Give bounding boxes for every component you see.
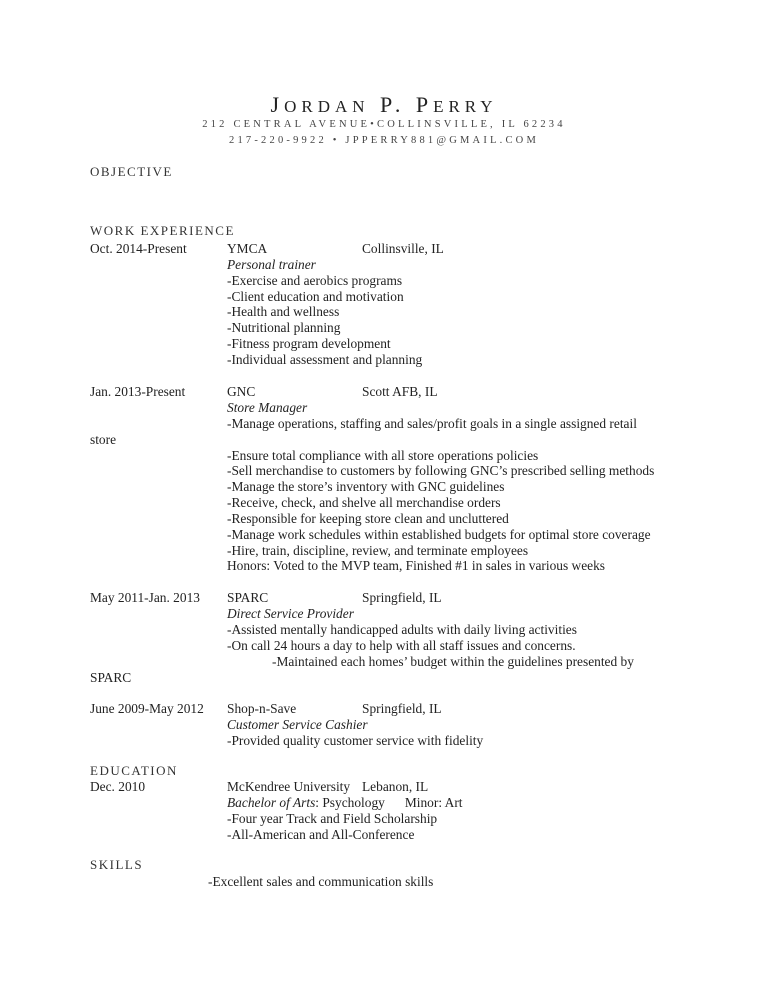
job-date: June 2009-May 2012	[90, 701, 204, 716]
education-bullet: -All-American and All-Conference	[227, 827, 415, 842]
resume-name: JORDAN P. PERRY	[270, 92, 498, 117]
job-bullet: -Provided quality customer service with fidelity	[227, 733, 484, 748]
job-bullet: -Exercise and aerobics programs	[227, 273, 403, 288]
contact-line: 217-220-9922 • JPPERRY881@GMAIL.COM	[229, 135, 539, 146]
skills-heading: SKILLS	[90, 857, 144, 872]
education-bullet: -Four year Track and Field Scholarship	[227, 811, 438, 826]
job-employer: SPARC	[227, 590, 269, 605]
job-bullet: -Manage operations, staffing and sales/profit goals in a single assigned retail	[227, 416, 637, 431]
job-date: Jan. 2013-Present	[90, 384, 186, 399]
job-bullet: -Receive, check, and shelve all merchandise orders	[227, 495, 501, 510]
education-degree: Bachelor of Arts: Psychology Minor: Art	[227, 795, 463, 810]
job-bullet: -Responsible for keeping store clean and uncluttered	[227, 511, 509, 526]
job-title: Personal trainer	[227, 257, 316, 272]
job-bullet: -Assisted mentally handicapped adults with daily living activities	[227, 622, 577, 637]
job-title: Customer Service Cashier	[227, 717, 368, 732]
job-title: Store Manager	[227, 400, 308, 415]
job-location: Collinsville, IL	[362, 241, 444, 256]
job-title: Direct Service Provider	[227, 606, 354, 621]
job-bullet: -Client education and motivation	[227, 289, 404, 304]
job-bullet: -Sell merchandise to customers by following GNC’s prescribed selling methods	[227, 463, 655, 478]
job-date: Oct. 2014-Present	[90, 241, 187, 256]
job-bullet: -Nutritional planning	[227, 320, 341, 335]
job-bullet: -Ensure total compliance with all store operations policies	[227, 448, 539, 463]
job-bullet: -Fitness program development	[227, 336, 391, 351]
job-bullet: -Health and wellness	[227, 304, 340, 319]
skills-item: -Excellent sales and communication skills	[208, 874, 434, 889]
address-line: 212 CENTRAL AVENUE•COLLINSVILLE, IL 62234	[202, 119, 566, 130]
job-bullet: -Maintained each homes’ budget within the guidelines presented by	[272, 654, 634, 669]
job-location: Springfield, IL	[362, 701, 442, 716]
job-bullet: -Hire, train, discipline, review, and terminate employees	[227, 543, 529, 558]
job-location: Scott AFB, IL	[362, 384, 438, 399]
job-bullet: -Individual assessment and planning	[227, 352, 423, 367]
job-date: May 2011-Jan. 2013	[90, 590, 200, 605]
job-bullet-continuation: store	[90, 432, 117, 447]
job-employer: Shop-n-Save	[227, 701, 297, 716]
job-bullet-continuation: SPARC	[90, 670, 132, 685]
education-heading: EDUCATION	[90, 763, 178, 778]
job-location: Springfield, IL	[362, 590, 442, 605]
job-employer: YMCA	[227, 241, 268, 256]
education-location: Lebanon, IL	[362, 779, 429, 794]
work-experience-heading: WORK EXPERIENCE	[90, 223, 235, 238]
job-bullet: -Manage the store’s inventory with GNC guidelines	[227, 479, 505, 494]
job-bullet: -Manage work schedules within established budgets for optimal store coverage	[227, 527, 651, 542]
job-honors: Honors: Voted to the MVP team, Finished #1 in sales in various weeks	[227, 558, 606, 573]
education-date: Dec. 2010	[90, 779, 146, 794]
job-employer: GNC	[227, 384, 256, 399]
objective-heading: OBJECTIVE	[90, 164, 173, 179]
education-school: McKendree University	[227, 779, 351, 794]
job-bullet: -On call 24 hours a day to help with all staff issues and concerns.	[227, 638, 576, 653]
